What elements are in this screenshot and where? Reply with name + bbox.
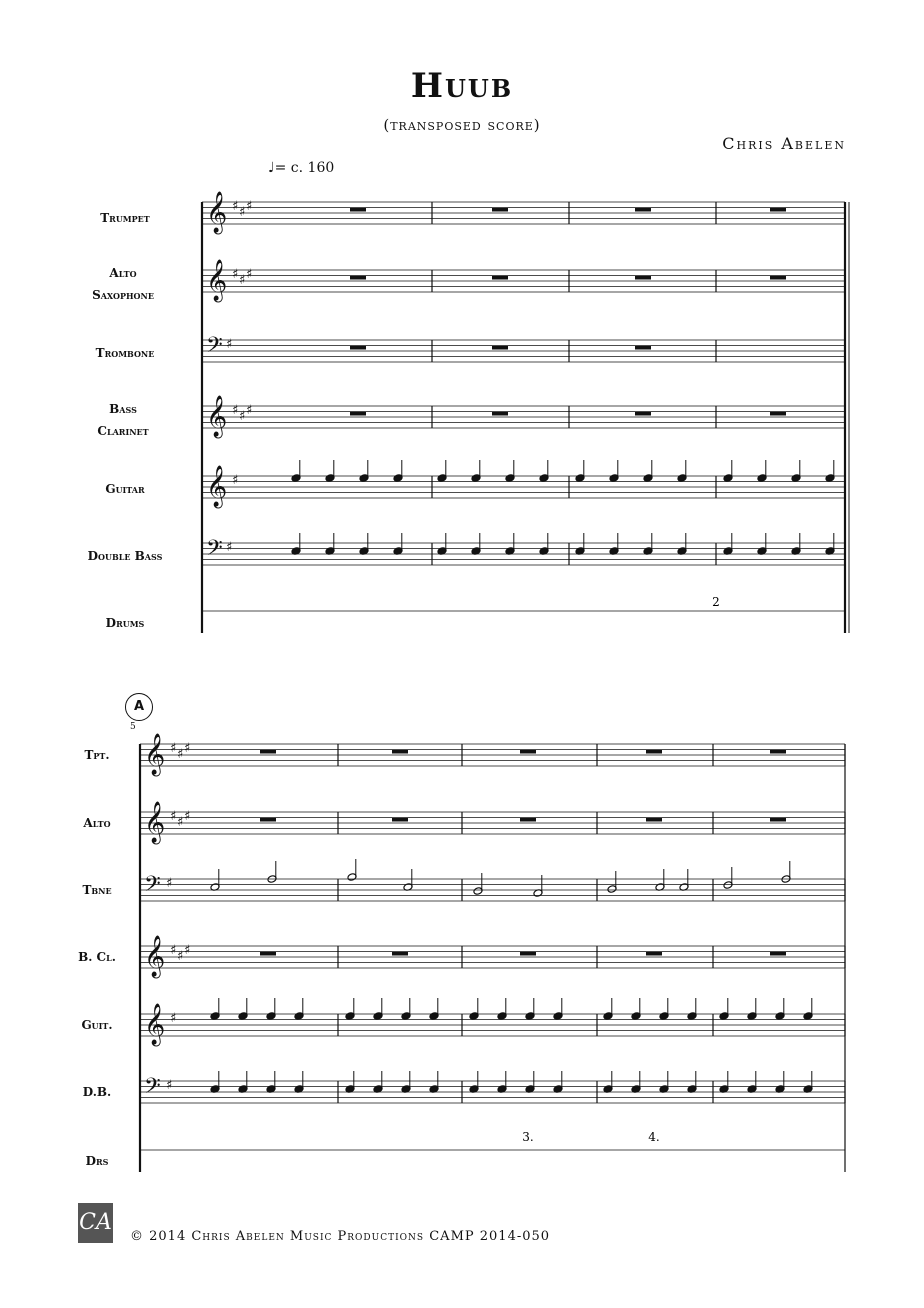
whole-rest (260, 818, 276, 822)
drum-repeat-count: 2 (712, 595, 720, 609)
whole-rest (520, 750, 536, 754)
bass-clef-icon: 𝄢 (144, 872, 161, 902)
label-bass-clarinet: Bass Clarinet (97, 402, 149, 438)
whole-rest (350, 346, 366, 350)
drum-measure-label-4: 4. (648, 1130, 660, 1144)
sharp-icon: ♯ (232, 267, 239, 282)
sharp-icon: ♯ (246, 403, 253, 418)
whole-rest (635, 276, 651, 280)
whole-rest (492, 412, 508, 416)
whole-rest (635, 346, 651, 350)
tempo-text: = c. 160 (274, 160, 335, 176)
label-drums: Drums (105, 616, 145, 630)
sharp-icon: ♯ (177, 747, 184, 762)
label-tpt: Tpt. (84, 748, 110, 762)
label-double-bass: Double Bass (87, 549, 163, 563)
sharp-icon: ♯ (232, 199, 239, 214)
score-subtitle: (transposed score) (383, 116, 541, 134)
label-tbne: Tbne (82, 883, 112, 897)
treble-clef-icon: 𝄞 (144, 734, 166, 775)
treble-clef-icon: 𝄞 (206, 192, 228, 233)
whole-rest (770, 276, 786, 280)
treble-clef-icon: 𝄞 (144, 1004, 166, 1045)
publisher-logo: CA (78, 1203, 113, 1243)
sharp-icon: ♯ (184, 741, 191, 756)
whole-rest (392, 818, 408, 822)
whole-rest (492, 276, 508, 280)
rehearsal-mark: A (125, 693, 153, 721)
whole-rest (260, 750, 276, 754)
whole-rest (770, 952, 786, 956)
whole-rest (646, 750, 662, 754)
bass-clef-icon: 𝄢 (206, 536, 223, 566)
whole-rest (770, 208, 786, 212)
whole-rest (770, 818, 786, 822)
whole-rest (350, 208, 366, 212)
bass-clef-icon: 𝄢 (206, 333, 223, 363)
label-alto-saxophone: Alto Saxophone (92, 266, 154, 302)
treble-clef-icon: 𝄞 (206, 466, 228, 507)
label-alto: Alto (83, 816, 111, 830)
quarter-note-icon: ♩ (268, 160, 275, 176)
whole-rest (646, 818, 662, 822)
drum-measure-label-3: 3. (522, 1130, 534, 1144)
whole-rest (350, 276, 366, 280)
whole-rest (392, 750, 408, 754)
whole-rest (492, 208, 508, 212)
sharp-icon: ♯ (226, 540, 233, 555)
sharp-icon: ♯ (170, 943, 177, 958)
whole-rest (492, 346, 508, 350)
measure-number: 5 (130, 722, 136, 732)
whole-rest (635, 412, 651, 416)
sharp-icon: ♯ (239, 409, 246, 424)
label-trombone: Trombone (95, 346, 155, 360)
whole-rest (520, 818, 536, 822)
whole-rest (770, 412, 786, 416)
whole-rest (392, 952, 408, 956)
label-guitar: Guitar (105, 482, 145, 496)
sharp-icon: ♯ (226, 337, 233, 352)
sharp-icon: ♯ (232, 403, 239, 418)
sharp-icon: ♯ (232, 473, 239, 488)
whole-rest (520, 952, 536, 956)
sharp-icon: ♯ (184, 809, 191, 824)
sharp-icon: ♯ (239, 273, 246, 288)
sharp-icon: ♯ (166, 1078, 173, 1093)
score-title: Huub (410, 66, 514, 106)
whole-rest (635, 208, 651, 212)
sharp-icon: ♯ (184, 943, 191, 958)
copyright-notice: © 2014 Chris Abelen Music Productions CAMP 2014-050 (130, 1229, 551, 1244)
treble-clef-icon: 𝄞 (144, 802, 166, 843)
sharp-icon: ♯ (170, 809, 177, 824)
label-db: D.B. (82, 1085, 112, 1099)
treble-clef-icon: 𝄞 (206, 260, 228, 301)
sharp-icon: ♯ (170, 1011, 177, 1026)
label-trumpet: Trumpet (100, 211, 150, 225)
composer-name: Chris Abelen (722, 134, 846, 153)
label-guit: Guit. (81, 1018, 113, 1032)
label-bcl: B. Cl. (78, 950, 116, 964)
sharp-icon: ♯ (177, 949, 184, 964)
sharp-icon: ♯ (177, 815, 184, 830)
sharp-icon: ♯ (239, 205, 246, 220)
treble-clef-icon: 𝄞 (144, 936, 166, 977)
bass-clef-icon: 𝄢 (144, 1074, 161, 1104)
sharp-icon: ♯ (166, 876, 173, 891)
whole-rest (770, 750, 786, 754)
sharp-icon: ♯ (246, 199, 253, 214)
treble-clef-icon: 𝄞 (206, 396, 228, 437)
label-drs: Drs (85, 1154, 109, 1168)
whole-rest (260, 952, 276, 956)
sharp-icon: ♯ (170, 741, 177, 756)
sharp-icon: ♯ (246, 267, 253, 282)
whole-rest (350, 412, 366, 416)
whole-rest (646, 952, 662, 956)
